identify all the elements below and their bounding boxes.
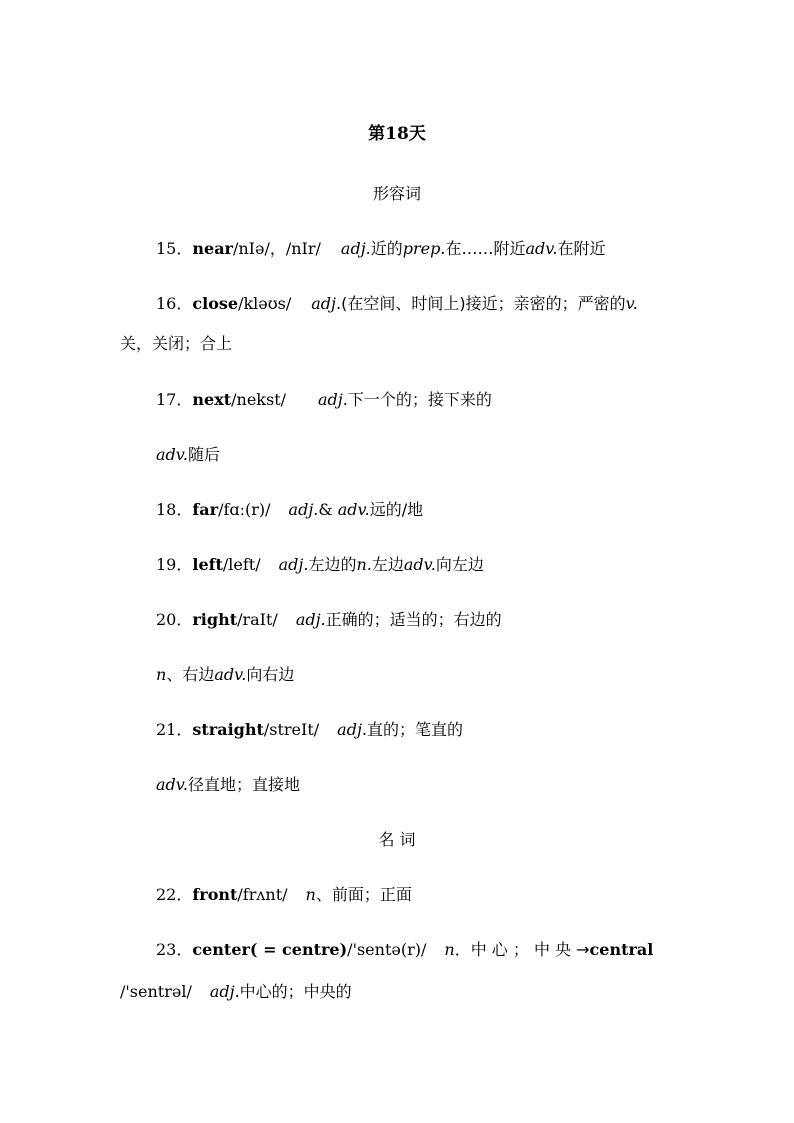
entry-word-derived: central [589,940,654,959]
entry-number: 19． [156,555,193,574]
entry-number: 21． [156,720,193,739]
entry-word: near [192,239,233,258]
definition: 、前面；正面 [315,885,412,904]
entry-word: right [192,610,238,629]
pos: adj. [278,555,309,574]
entry-21 [156,720,463,740]
ampersand: & [318,500,333,519]
pos: n [444,940,455,959]
entry-phonetic: /'sentrəl/ [120,982,192,1001]
section-heading-adjectives: 形容词 [372,184,421,203]
definition: 下一个的；接下来的 [347,390,492,409]
pos: adj. [318,390,348,409]
entry-20 [156,610,502,630]
entry-word: close [192,294,239,313]
entry-21-adv [156,775,300,795]
pos: adj. [288,500,319,519]
definition: 随后 [188,445,221,464]
entry-phonetic: /nIə/，/nIr/ [232,239,321,258]
entry-number: 18． [156,500,193,519]
entry-number: 20． [156,610,193,629]
page-title: 第18天 [368,124,426,144]
entry-word: left [192,555,223,574]
pos: adv. [337,500,370,519]
entry-18 [156,500,423,520]
pos: n [305,885,316,904]
entry-19 [156,555,484,575]
definition: (在空间、时间上)接近；亲密的；严密的 [341,294,626,313]
pos: adv. [403,555,436,574]
definition: 在……附近 [445,239,526,258]
pos: n [156,665,167,684]
definition: 直的；笔直的 [366,720,463,739]
entry-phonetic: /'sentə(r)/ [347,940,427,959]
definition: 径直地；直接地 [188,775,301,794]
entry-number: 15． [156,239,193,258]
entry-word: straight [192,720,264,739]
entry-phonetic: /frʌnt/ [237,885,288,904]
definition: 向左边 [435,555,484,574]
entry-number: 17． [156,390,193,409]
entry-23-continued [120,982,352,1002]
entry-phonetic: /kləʊs/ [238,294,292,313]
definition: 向右边 [246,665,295,684]
pos: n. [356,555,372,574]
pos: adj. [295,610,326,629]
pos: adj. [340,239,371,258]
entry-word: front [192,885,238,904]
entry-number: 22． [156,885,193,904]
entry-word: center( = centre) [192,940,348,959]
entry-23 [156,940,653,960]
definition: 远的/地 [369,500,424,519]
entry-17 [156,390,492,410]
pos: adv. [156,445,189,464]
pos: v. [625,294,638,313]
entry-22 [156,885,412,905]
entry-20-noun [156,665,294,685]
entry-17-adv [156,445,220,465]
entry-phonetic: /left/ [222,555,261,574]
pos: prep. [402,239,446,258]
section-heading-nouns: 名 词 [378,830,416,849]
definition: ．中 心 ； 中 央 → [454,940,590,959]
entry-phonetic: /raIt/ [237,610,278,629]
definition: 在附近 [557,239,606,258]
pos: adj. [209,982,240,1001]
definition: 、右边 [166,665,215,684]
entry-phonetic: /streIt/ [263,720,320,739]
entry-16 [156,294,638,314]
pos: adv. [525,239,558,258]
entry-phonetic: /nekst/ [231,390,287,409]
definition: 正确的；适当的；右边的 [325,610,502,629]
pos: adj. [337,720,367,739]
entry-word: far [192,500,219,519]
entry-16-continued: 关，关闭；合上 [120,334,233,353]
definition: 左边的 [308,555,357,574]
definition: 近的 [370,239,403,258]
pos: adv. [214,665,247,684]
pos: adj. [311,294,342,313]
pos: adv. [156,775,189,794]
entry-phonetic: /fɑː(r)/ [218,500,271,519]
entry-number: 16． [156,294,193,313]
entry-word: next [192,390,232,409]
entry-15 [156,239,606,259]
definition: 左边 [371,555,404,574]
definition: 中心的；中央的 [239,982,352,1001]
entry-number: 23． [156,940,193,959]
